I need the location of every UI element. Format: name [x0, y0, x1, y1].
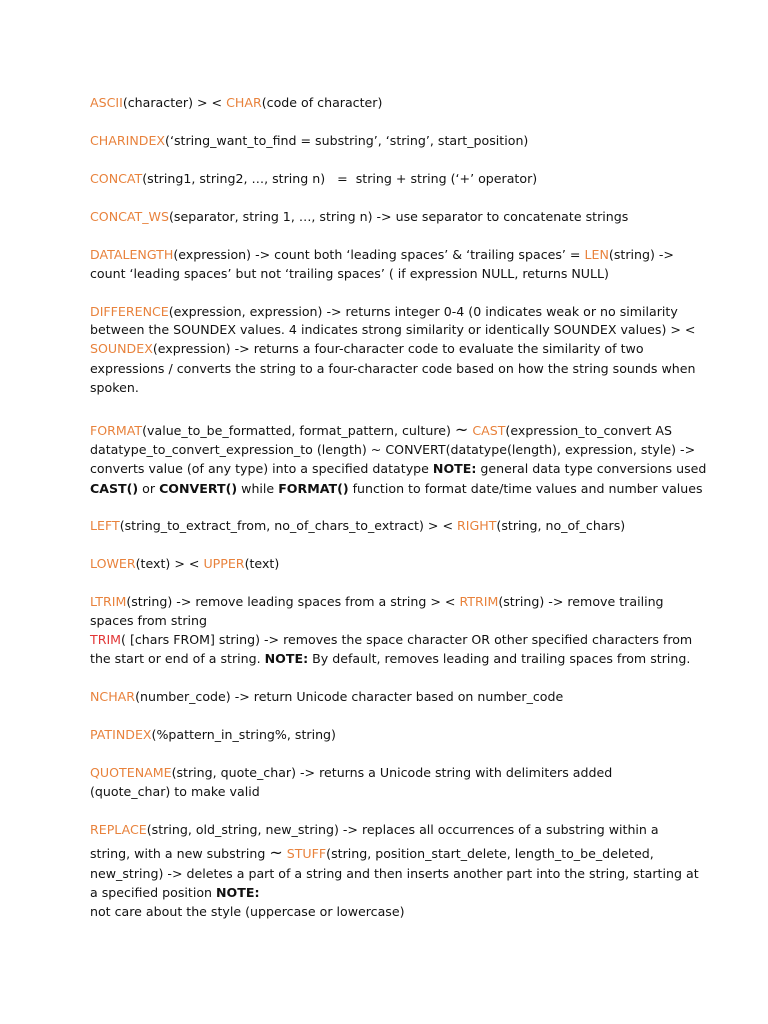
- function-text: By default, removes leading and trailing spaces from string.: [308, 651, 691, 666]
- function-text: (string, position_start_delete, length_to_be_deleted,: [326, 846, 654, 861]
- function-text: (value_to_be_formatted, format_pattern, culture): [142, 423, 455, 438]
- function-name: CONCAT_WS: [90, 209, 169, 224]
- function-text: or: [138, 481, 160, 496]
- difference-line-1: [90, 304, 678, 320]
- function-name: LEN: [584, 247, 609, 262]
- function-text: general data type conversions used: [476, 461, 707, 476]
- format-line-4: [90, 481, 703, 497]
- function-text: the start or end of a string.: [90, 651, 265, 666]
- function-text: (expression) -> count both ‘leading spaces’ & ‘trailing spaces’ =: [173, 247, 585, 262]
- function-text: (string, quote_char) -> returns a Unicode string with delimiters added: [171, 765, 613, 780]
- bold-function: CAST(): [90, 481, 139, 496]
- function-text: (separator, string 1, …, string n) -> use separator to concatenate strings: [169, 209, 629, 224]
- function-text: converts value (of any type) into a specified datatype: [90, 461, 433, 476]
- soundex-line-2: expressions / converts the string to a four-character code based on how the string sounds when: [90, 361, 696, 376]
- function-name: DIFFERENCE: [90, 304, 169, 319]
- function-name: RIGHT: [457, 518, 497, 533]
- function-text: (string) ->: [608, 247, 674, 262]
- function-text: (‘string_want_to_find = substring’, ‘string’, start_position): [165, 133, 529, 148]
- function-name: TRIM: [90, 632, 122, 647]
- function-name: DATALENGTH: [90, 247, 174, 262]
- function-name: NCHAR: [90, 689, 136, 704]
- function-name: CAST: [472, 423, 506, 438]
- function-name: CHARINDEX: [90, 133, 166, 148]
- function-name: CONCAT: [90, 171, 143, 186]
- trim-line-1: [90, 632, 692, 648]
- function-name: QUOTENAME: [90, 765, 172, 780]
- function-text: (string1, string2, …, string n) = string + string (‘+’ operator): [142, 171, 538, 186]
- function-text: (text) > <: [135, 556, 204, 571]
- function-name: UPPER: [203, 556, 245, 571]
- ltrim-line-2: spaces from string: [90, 613, 207, 628]
- datalength-line-1: [90, 247, 674, 263]
- function-text: (expression_to_convert AS: [505, 423, 673, 438]
- trim-line-2: [90, 651, 690, 667]
- soundex-line-1: [90, 341, 644, 357]
- function-name: LTRIM: [90, 594, 127, 609]
- function-text: (string_to_extract_from, no_of_chars_to_extract) > <: [119, 518, 458, 533]
- patindex-line: [90, 727, 336, 743]
- function-text: ( [chars FROM] string) -> removes the space character OR other specified characters from: [121, 632, 693, 647]
- stuff-line-3: not care about the style (uppercase or lowercase): [90, 904, 405, 919]
- nchar-line: [90, 689, 563, 705]
- concat-line: [90, 171, 537, 187]
- function-text: a specified position: [90, 885, 217, 900]
- function-text: (string, no_of_chars): [496, 518, 626, 533]
- function-text: (expression, expression) -> returns integer 0-4 (0 indicates weak or no similarity: [168, 304, 678, 319]
- format-line-3: [90, 461, 706, 477]
- function-name: PATINDEX: [90, 727, 152, 742]
- replace-line-2: [90, 845, 654, 862]
- note-label: NOTE:: [432, 461, 477, 476]
- function-name: ASCII: [90, 95, 123, 110]
- quotename-line-1: [90, 765, 612, 781]
- function-text: string, with a new substring: [90, 846, 270, 861]
- function-name: LEFT: [90, 518, 120, 533]
- function-text: (string) -> remove leading spaces from a string > <: [126, 594, 460, 609]
- function-text: (number_code) -> return Unicode character based on number_code: [135, 689, 564, 704]
- format-line-1: [90, 422, 672, 439]
- datalength-line-2: count ‘leading spaces’ but not ‘trailing spaces’ ( if expression NULL, returns NULL): [90, 266, 609, 281]
- function-text: (character) > <: [122, 95, 227, 110]
- left-right-line: [90, 518, 625, 534]
- stuff-line-1: new_string) -> deletes a part of a string and then inserts another part into the string, starting at: [90, 866, 699, 881]
- bold-function: FORMAT(): [278, 481, 349, 496]
- concat-ws-line: [90, 209, 628, 225]
- function-name: REPLACE: [90, 822, 147, 837]
- function-text: (string, old_string, new_string) -> replaces all occurrences of a substring within a: [146, 822, 659, 837]
- charindex-line: [90, 133, 528, 149]
- difference-line-2: between the SOUNDEX values. 4 indicates strong similarity or identically SOUNDEX values) > <: [90, 322, 696, 337]
- function-text: (expression) -> returns a four-character code to evaluate the similarity of two: [152, 341, 644, 356]
- replace-line-1: [90, 822, 659, 838]
- function-name: SOUNDEX: [90, 341, 153, 356]
- function-name: LOWER: [90, 556, 136, 571]
- function-text: (string) -> remove trailing: [498, 594, 664, 609]
- format-line-2: datatype_to_convert_expression_to (length) ~ CONVERT(datatype(length), expression, style) ->: [90, 442, 696, 457]
- function-text: function to format date/time values and number values: [348, 481, 703, 496]
- note-label: NOTE:: [264, 651, 309, 666]
- stuff-line-2: [90, 885, 260, 901]
- tilde-symbol: ~: [269, 843, 283, 862]
- function-text: (text): [244, 556, 280, 571]
- note-label: NOTE:: [216, 885, 260, 900]
- function-name: STUFF: [286, 846, 327, 861]
- function-name: RTRIM: [459, 594, 499, 609]
- bold-function: CONVERT(): [159, 481, 238, 496]
- function-name: CHAR: [226, 95, 262, 110]
- lower-upper-line: [90, 556, 279, 572]
- ltrim-line-1: [90, 594, 664, 610]
- function-name: FORMAT: [90, 423, 143, 438]
- ascii-char-line: [90, 95, 382, 111]
- quotename-line-2: (quote_char) to make valid: [90, 784, 260, 799]
- soundex-line-3: spoken.: [90, 380, 139, 395]
- function-text: (code of character): [261, 95, 383, 110]
- function-text: while: [237, 481, 279, 496]
- tilde-symbol: ~: [454, 420, 469, 439]
- function-text: (%pattern_in_string%, string): [151, 727, 336, 742]
